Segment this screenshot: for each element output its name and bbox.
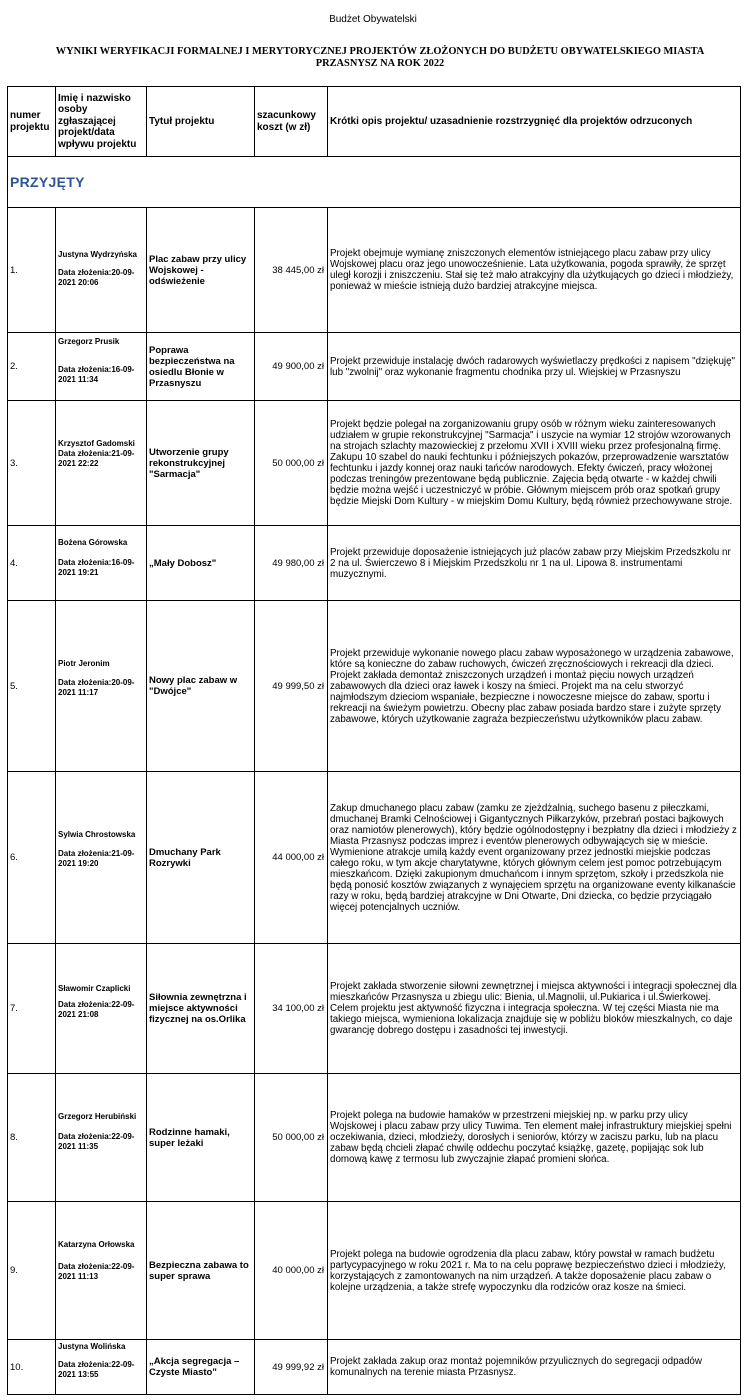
project-title: Plac zabaw przy ulicy Wojskowej - odświeżenie xyxy=(147,208,255,333)
column-header-number: numer projektu xyxy=(8,87,56,157)
project-author xyxy=(56,401,147,526)
submission-date: Data złożenia:20-09-2021 11:17 xyxy=(58,678,135,697)
project-title: „Mały Dobosz" xyxy=(147,526,255,601)
project-description: Projekt obejmuje wymianę zniszczonych elementów istniejącego placu zabaw przy ulicy Wojskowej placu oraz jego unowocześnienie. Lata użytkowania, pogoda sprawiły, że sprzęt uległ korozji i zniszczeniu. Stał się też mało atrakcyjny dla użytkujących go dzieci i młodzieży, ponieważ w mieście istnieją dużo bardziej atrakcyjne miejsca. xyxy=(328,208,741,333)
column-header-description: Krótki opis projektu/ uzasadnienie rozstrzygnięć dla projektów odrzuconych xyxy=(328,87,741,157)
table-row xyxy=(8,333,741,401)
project-title: Rodzinne hamaki, super leżaki xyxy=(147,1074,255,1202)
project-title: Bezpieczna zabawa to super sprawa xyxy=(147,1202,255,1340)
project-title: Dmuchany Park Rozrywki xyxy=(147,772,255,944)
document-title xyxy=(30,46,730,70)
column-header-author: Imię i nazwisko osoby zgłaszającej projekt/data wpływu projektu xyxy=(56,87,147,157)
project-title: Poprawa bezpieczeństwa na osiedlu Błonie w Przasnyszu xyxy=(147,333,255,401)
table-row xyxy=(8,1074,741,1202)
document-header: Budżet Obywatelski xyxy=(329,14,417,25)
table-header-row xyxy=(8,87,741,157)
author-name: Sylwia Chrostowska xyxy=(58,830,136,839)
project-number: 7. xyxy=(8,944,56,1074)
table-row xyxy=(8,526,741,601)
project-description: Projekt zakłada stworzenie siłowni zewnętrznej i miejsca aktywności i integracji społecznej dla mieszkańców Przasnysza u zbiegu ulic: Bienia, ul.Magnolii, ul.Pukiarica i ul.Świerkowej. Celem projektu jest aktywność fizyczna i integracja społeczna. W tej części Miasta nie ma takiego miejsca, wymieniona lokalizacja znajduje się w pobliżu bloków mieszkalnych, co daje gwarancję dobrego dostępu i zasadności tej inwestycji. xyxy=(328,944,741,1074)
project-title: Utworzenie grupy rekonstrukcyjnej "Sarmacja" xyxy=(147,401,255,526)
project-cost: 40 000,00 zł xyxy=(255,1202,328,1340)
project-number: 10. xyxy=(8,1340,56,1395)
project-title: Siłownia zewnętrzna i miejsce aktywności fizycznej na os.Orlika xyxy=(147,944,255,1074)
project-author xyxy=(56,601,147,772)
table-row xyxy=(8,601,741,772)
project-title: „Akcja segregacja – Czyste Miasto" xyxy=(147,1340,255,1395)
table-row xyxy=(8,1202,741,1340)
projects-table xyxy=(7,86,741,1395)
submission-date: Data złożenia:21-09-2021 19:20 xyxy=(58,849,135,868)
project-cost: 38 445,00 zł xyxy=(255,208,328,333)
project-description: Projekt polega na budowie ogrodzenia dla placu zabaw, który powstał w ramach budżetu partycypacyjnego w roku 2021 r. Ma to na celu poprawę bezpieczeństwo dzieci i młodzieży, korzystających z zamontowanych na nim urządzeń. A także doposażenie placu zabaw o kolejne urządzenia, a także strefę wypoczynku dla rodziców oraz kosze na śmieci. xyxy=(328,1202,741,1340)
project-description: Projekt przewiduje doposażenie istniejących już placów zabaw przy Miejskim Przedszkolu nr 2 na ul. Świerczewo 8 i Miejskim Przedszkolu nr 1 na ul. Lipowa 8. instrumentami muzycznymi. xyxy=(328,526,741,601)
submission-date: Data złożenia:20-09-2021 20:06 xyxy=(58,268,135,287)
project-number: 5. xyxy=(8,601,56,772)
project-author xyxy=(56,333,147,401)
project-cost: 49 999,50 zł xyxy=(255,601,328,772)
document-title-line-2: PRZASNYSZ NA ROK 2022 xyxy=(315,58,445,69)
project-description: Projekt przewiduje wykonanie nowego placu zabaw wyposażonego w urządzenia zabawowe, które są konieczne do zabaw ruchowych, ćwiczeń zręcznościowych i rekreacji dla dzieci. Projekt zakłada demontaż zniszczonych urządzeń i montaż pięciu nowych urządzeń zabawowych dla dzieci oraz ławek i koszy na śmieci. Projekt ma na celu stworzyć najmłodszym dzieciom wspaniałe, bezpieczne i nowoczesne miejsce do zabaw, sportu i rekreacji na świeżym powietrzu. Obecny plac zabaw posiada bardzo stare i zużyte sprzęty zabawowe, których użytkowanie zagraża bezpieczeństwu użytkowników placu zabaw. xyxy=(328,601,741,772)
author-name: Sławomir Czaplicki xyxy=(58,984,131,993)
project-number: 3. xyxy=(8,401,56,526)
submission-date: Data złożenia:16-09-2021 19:21 xyxy=(58,558,135,577)
project-author xyxy=(56,526,147,601)
column-header-title: Tytuł projektu xyxy=(147,87,255,157)
submission-date: Data złożenia:22-09-2021 21:08 xyxy=(58,1000,135,1019)
project-author xyxy=(56,1074,147,1202)
table-row xyxy=(8,401,741,526)
column-header-cost: szacunkowy koszt (w zł) xyxy=(255,87,328,157)
author-name: Justyna Wolińska xyxy=(58,1342,126,1351)
project-description: Projekt przewiduje instalację dwóch radarowych wyświetlaczy prędkości z napisem "dziękuję" lub "zwolnij" oraz wykonanie fragmentu chodnika przy ul. Wiejskiej w Przasnyszu xyxy=(328,333,741,401)
project-title: Nowy plac zabaw w "Dwójce" xyxy=(147,601,255,772)
document-title-line-1: WYNIKI WERYFIKACJI FORMALNEJ I MERYTORYCZNEJ PROJEKTÓW ZŁOŻONYCH DO BUDŻETU OBYWATELSKIEGO MIASTA xyxy=(55,46,705,57)
table-row xyxy=(8,944,741,1074)
author-name: Krzysztof Gadomski xyxy=(58,439,135,448)
project-number: 8. xyxy=(8,1074,56,1202)
section-label: PRZYJĘTY xyxy=(8,157,741,208)
author-name: Grzegorz Herubiński xyxy=(58,1112,137,1121)
project-author xyxy=(56,944,147,1074)
submission-date: Data złożenia:16-09-2021 11:34 xyxy=(58,365,135,384)
project-cost: 50 000,00 zł xyxy=(255,401,328,526)
author-name: Bożena Górowska xyxy=(58,538,128,547)
project-author xyxy=(56,1202,147,1340)
project-cost: 49 999,92 zł xyxy=(255,1340,328,1395)
author-name: Katarzyna Orłowska xyxy=(58,1240,135,1249)
project-number: 2. xyxy=(8,333,56,401)
submission-date: Data złożenia:22-09-2021 13:55 xyxy=(58,1360,135,1379)
project-description: Projekt zakłada zakup oraz montaż pojemników przyulicznych do segregacji odpadów komunalnych na terenie miasta Przasnysz. xyxy=(328,1340,741,1395)
project-cost: 34 100,00 zł xyxy=(255,944,328,1074)
section-row xyxy=(8,157,741,208)
project-cost: 44 000,00 zł xyxy=(255,772,328,944)
project-author xyxy=(56,208,147,333)
project-description: Projekt polega na budowie hamaków w przestrzeni miejskiej np. w parku przy ulicy Wojskowej i placu zabaw przy ulicy Tuwima. Ten element małej infrastruktury miejskiej spełni oczekiwania, dzieci, młodzieży, dorosłych i seniorów, którzy w zaciszu parku, lub na placu zabaw będą chcieli złapać chwilę oddechu poczytać książkę, gazetę, popijając sok lub domową kawę z termosu lub zwyczajnie złapać promieni słońca. xyxy=(328,1074,741,1202)
project-number: 9. xyxy=(8,1202,56,1340)
author-name: Grzegorz Prusik xyxy=(58,337,120,346)
project-number: 4. xyxy=(8,526,56,601)
submission-date: Data złożenia:22-09-2021 11:35 xyxy=(58,1132,135,1151)
project-number: 6. xyxy=(8,772,56,944)
project-description: Zakup dmuchanego placu zabaw (zamku ze zjeżdżalnią, suchego basenu z piłeczkami, dmuchanej Bramki Celnościowej i Gigantycznych Piłkarzyków, przebrań postaci bajkowych oraz namiotów plenerowych), który będzie ogólnodostępny i bezpłatny dla dzieci i młodzieży z Miasta Przasnysz podczas imprez i eventów plenerowych odbywających się w mieście. Wymienione atrakcje umilą każdy event organizowany przez jednostki miejskie podczas całego roku, w tym akcje charytatywne, których głównym celem jest pomoc potrzebującym mieszkańcom. Dzięki zakupionym dmuchańcom i innym sprzętom, szkoły i przedszkola nie będą ponosić kosztów związanych z wynajęciem sprzętu na organizowane eventy kilkanaście razy w roku, będą bardziej atrakcyjne w Dni Otwarte, Dni dziecka, co będzie przyciągało więcej potencjalnych uczniów. xyxy=(328,772,741,944)
author-name: Piotr Jeronim xyxy=(58,659,110,668)
submission-date: Data złożenia:21-09-2021 22:22 xyxy=(58,449,135,468)
submission-date: Data złożenia:22-09-2021 11:13 xyxy=(58,1262,135,1281)
table-row xyxy=(8,772,741,944)
project-cost: 49 900,00 zł xyxy=(255,333,328,401)
project-author xyxy=(56,1340,147,1395)
project-cost: 50 000,00 zł xyxy=(255,1074,328,1202)
table-row xyxy=(8,208,741,333)
project-author xyxy=(56,772,147,944)
project-cost: 49 980,00 zł xyxy=(255,526,328,601)
table-row xyxy=(8,1340,741,1395)
project-number: 1. xyxy=(8,208,56,333)
author-name: Justyna Wydrzyńska xyxy=(58,250,137,259)
project-description: Projekt będzie polegał na zorganizowaniu grupy osób w różnym wieku zainteresowanych udziałem w grupie rekonstrukcyjnej "Sarmacja" i uszycie na wymiar 12 strojów wzorowanych na strojach szlachty mazowieckiej z przełomu XVII i XVIII wieku przez profesjonalną firmę. Zakupu 10 szabel do nauki fechtunku i późniejszych pokazów, przeprowadzenie warsztatów fechtunku i jazdy konnej oraz nauki tańców narodowych. Efekty ćwiczeń, pracy włożonej podczas treningów prezentowane będą publicznie. Zajęcia będą otwarte - w każdej chwili będzie można wejść i uczestniczyć w próbie. Głównym miejscem prób oraz spotkań grupy będzie Miejski Dom Kultury - w miejskim Domu Kultury, będą również przechowywane stroje. xyxy=(328,401,741,526)
